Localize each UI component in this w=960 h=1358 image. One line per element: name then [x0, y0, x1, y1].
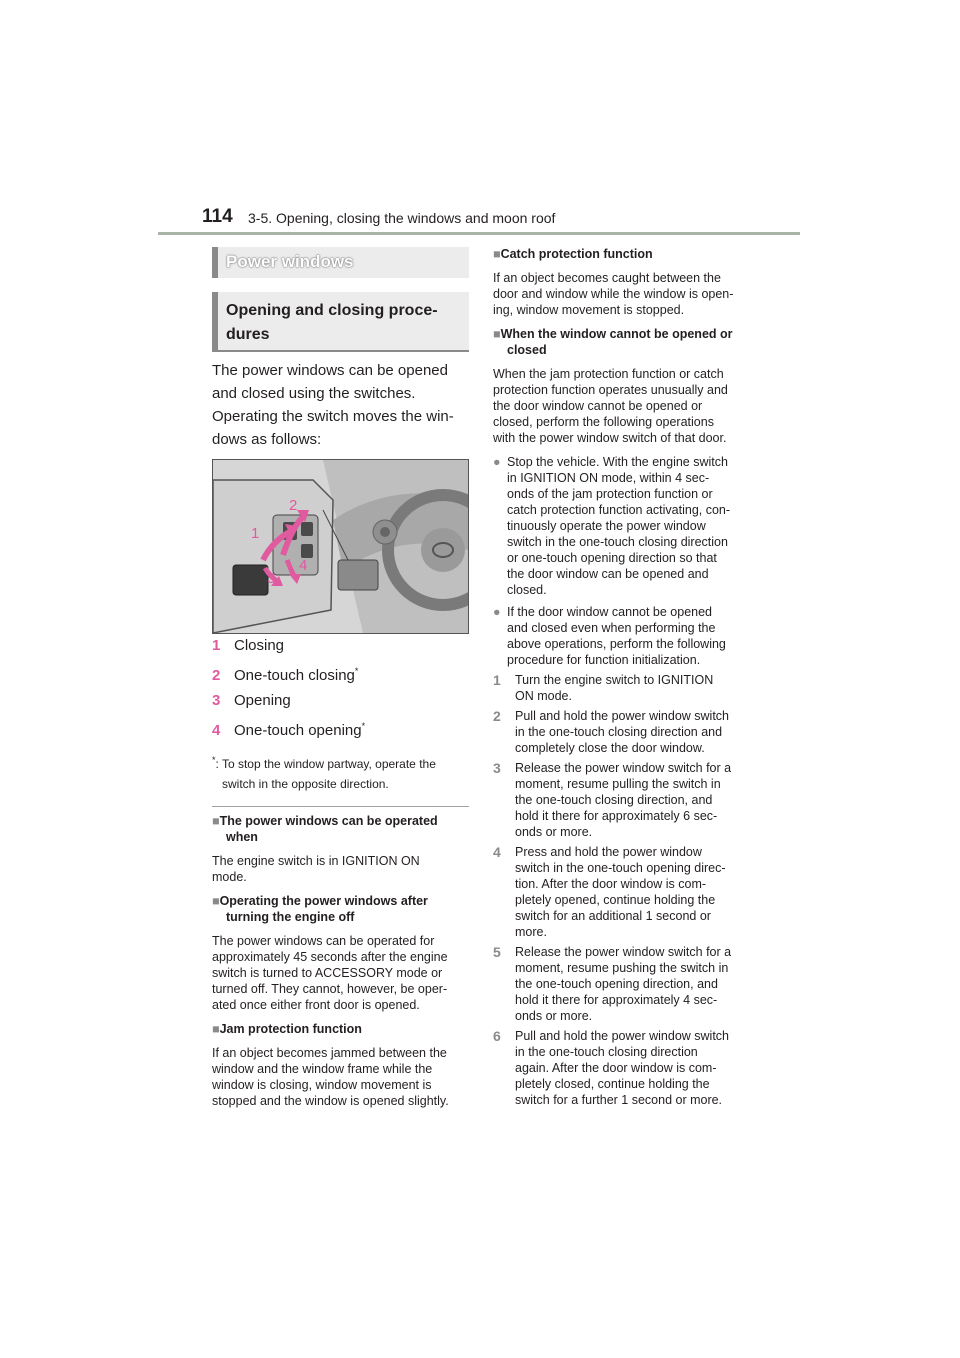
- step-line: switch for an additional 1 second or: [515, 909, 711, 923]
- footnote-line: switch in the opposite direction.: [222, 777, 389, 791]
- footnote: [212, 750, 470, 794]
- note-body: [212, 853, 474, 885]
- bullet-line: closed.: [507, 583, 547, 597]
- note-heading: ■The power windows can be operated when: [212, 813, 474, 845]
- note-body: [493, 270, 761, 318]
- step-line: in the one-touch closing direction: [515, 1045, 698, 1059]
- step-line: switch for a further 1 second or more.: [515, 1093, 723, 1107]
- step-number: 3: [493, 760, 501, 776]
- note-body-line: ated once either front door is opened.: [212, 998, 420, 1012]
- bullet-dot-icon: ●: [493, 605, 501, 619]
- subsection-accent: [212, 292, 218, 350]
- note-body-line: door and window while the window is open-: [493, 287, 734, 301]
- note-body-line: window is closing, window movement is: [212, 1078, 432, 1092]
- procedure-step: [493, 944, 761, 1024]
- callout-3: 3: [267, 570, 276, 587]
- note-heading: ■Jam protection function: [212, 1022, 362, 1036]
- step-line: Release the power window switch for a: [515, 761, 732, 775]
- section-accent: [212, 247, 218, 278]
- step-line: switch in the one-touch opening direc-: [515, 861, 726, 875]
- note-body: [212, 1045, 474, 1109]
- bullet-line: procedure for function initialization.: [507, 653, 701, 667]
- bullet-line: catch protection function activating, con-: [507, 503, 731, 517]
- step-number: 1: [493, 672, 501, 688]
- procedure-step: [493, 672, 761, 704]
- step-number: 6: [493, 1028, 501, 1044]
- step-line: Press and hold the power window: [515, 845, 702, 859]
- power-window-switch-illustration: [212, 459, 469, 634]
- bullet-line: Stop the vehicle. With the engine switch: [507, 455, 728, 469]
- switch-action-number: 3: [212, 692, 221, 709]
- section-title: Power windows: [226, 252, 354, 271]
- procedure-step: [493, 760, 761, 840]
- note-body-line: If an object becomes jammed between the: [212, 1046, 447, 1060]
- switch-action-item: [212, 666, 358, 684]
- bullet-line: above operations, perform the following: [507, 637, 726, 651]
- subsection-title-line-1: Opening and closing proce-: [226, 302, 438, 319]
- step-line: moment, resume pushing the switch in: [515, 961, 729, 975]
- notes-divider: [212, 806, 469, 807]
- subsection-title: [226, 299, 456, 347]
- step-line: Turn the engine switch to IGNITION: [515, 673, 714, 687]
- note-heading-line: The power windows can be operated: [219, 814, 438, 828]
- step-line: moment, resume pulling the switch in: [515, 777, 721, 791]
- switch-action-item: [212, 637, 284, 654]
- step-line: again. After the door window is com-: [515, 1061, 717, 1075]
- note-body-line: stopped and the window is opened slightly.: [212, 1094, 449, 1108]
- note-heading-line: Catch protection function: [500, 247, 653, 261]
- bullet-item: [493, 454, 761, 598]
- step-line: in the one-touch closing direction and: [515, 725, 723, 739]
- footnote-mark: *: [212, 755, 216, 765]
- switch-action-label: One-touch closing: [234, 667, 355, 684]
- step-line: hold it there for approximately 4 sec-: [515, 993, 718, 1007]
- note-body-line: protection function operates unusually and: [493, 383, 728, 397]
- bullet-line: in IGNITION ON mode, within 4 sec-: [507, 471, 710, 485]
- note-body-line: the door window cannot be opened or: [493, 399, 703, 413]
- footnote-line: : To stop the window partway, operate the: [215, 757, 436, 771]
- note-body-line: window and the window frame while the: [212, 1062, 433, 1076]
- procedure-step: [493, 1028, 761, 1108]
- intro-paragraph: [212, 359, 470, 451]
- step-number: 2: [493, 708, 501, 724]
- bullet-line: onds of the jam protection function or: [507, 487, 713, 501]
- note-body-line: turned off. They cannot, however, be oper-: [212, 982, 448, 996]
- note-body-line: switch is turned to ACCESSORY mode or: [212, 966, 443, 980]
- footnote-star: *: [361, 721, 366, 731]
- chapter-title: 3-5. Opening, closing the windows and moon roof: [248, 210, 556, 226]
- note-heading: ■Catch protection function: [493, 247, 653, 261]
- note-body-line: with the power window switch of that door.: [493, 431, 727, 445]
- step-line: completely close the door window.: [515, 741, 705, 755]
- bullet-line: and closed even when performing the: [507, 621, 716, 635]
- switch-action-label: One-touch opening: [234, 722, 362, 739]
- right-notes: [493, 246, 761, 1108]
- note-heading-line: closed: [507, 343, 547, 357]
- step-line: more.: [515, 925, 547, 939]
- note-heading: ■Operating the power windows after turning the engine off: [212, 893, 474, 925]
- note-heading-line: Jam protection function: [219, 1022, 362, 1036]
- procedure-step: [493, 844, 761, 940]
- bullet-item: [493, 604, 761, 668]
- bullet-line: tinuously operate the power window: [507, 519, 706, 533]
- note-body-line: The engine switch is in IGNITION ON: [212, 854, 420, 868]
- note-heading-line: When the window cannot be opened or: [500, 327, 733, 341]
- bullet-line: switch in the one-touch closing direction: [507, 535, 728, 549]
- note-body: [493, 366, 761, 446]
- bullet-line: or one-touch opening direction so that: [507, 551, 717, 565]
- subsection-title-line-2: dures: [226, 326, 270, 343]
- step-line: Pull and hold the power window switch: [515, 709, 730, 723]
- step-line: the one-touch opening direction, and: [515, 977, 718, 991]
- note-body-line: When the jam protection function or catch: [493, 367, 724, 381]
- header-divider: [158, 232, 800, 235]
- bullet-dot-icon: ●: [493, 455, 501, 469]
- step-line: pletely opened, continue holding the: [515, 893, 716, 907]
- note-heading-line: when: [226, 830, 258, 844]
- switch-action-number: 4: [212, 722, 221, 739]
- step-line: onds or more.: [515, 1009, 593, 1023]
- step-line: tion. After the door window is com-: [515, 877, 707, 891]
- step-line: the one-touch closing direction, and: [515, 793, 713, 807]
- step-number: 5: [493, 944, 501, 960]
- step-line: Release the power window switch for a: [515, 945, 732, 959]
- callout-4: 4: [299, 557, 308, 574]
- subsection-heading-bar: [212, 292, 469, 352]
- switch-action-label: Closing: [234, 637, 285, 654]
- switch-action-number: 2: [212, 667, 221, 684]
- procedure-step: [493, 708, 761, 756]
- note-body-line: closed, perform the following operations: [493, 415, 714, 429]
- note-body-line: mode.: [212, 870, 247, 884]
- callout-1: 1: [251, 525, 260, 542]
- note-body-line: The power windows can be operated for: [212, 934, 435, 948]
- intro-line: The power windows can be opened: [212, 362, 448, 379]
- footnote-star: *: [354, 666, 359, 676]
- note-body: [212, 933, 474, 1013]
- bullet-line: If the door window cannot be opened: [507, 605, 713, 619]
- step-line: hold it there for approximately 6 sec-: [515, 809, 718, 823]
- note-heading-line: turning the engine off: [226, 910, 355, 924]
- callout-2: 2: [289, 497, 298, 514]
- step-number: 4: [493, 844, 501, 860]
- bullet-line: the door window can be opened and: [507, 567, 709, 581]
- switch-action-number: 1: [212, 637, 221, 654]
- section-heading-bar: [212, 247, 469, 278]
- note-body-line: ing, window movement is stopped.: [493, 303, 685, 317]
- switch-action-item: [212, 721, 365, 739]
- illustration-svg: [213, 460, 468, 633]
- note-heading-line: Operating the power windows after: [219, 894, 428, 908]
- intro-line: Operating the switch moves the win-: [212, 408, 454, 425]
- note-body-line: approximately 45 seconds after the engine: [212, 950, 448, 964]
- intro-line: dows as follows:: [212, 431, 322, 448]
- step-line: Pull and hold the power window switch: [515, 1029, 730, 1043]
- step-line: onds or more.: [515, 825, 593, 839]
- intro-line: and closed using the switches.: [212, 385, 416, 402]
- step-line: ON mode.: [515, 689, 572, 703]
- note-heading: ■When the window cannot be opened or closed: [493, 326, 761, 358]
- note-body-line: If an object becomes caught between the: [493, 271, 721, 285]
- page-number: 114: [202, 206, 233, 227]
- switch-action-label: Opening: [234, 692, 291, 709]
- left-notes: [212, 813, 474, 1109]
- step-line: pletely closed, continue holding the: [515, 1077, 710, 1091]
- switch-action-item: [212, 692, 291, 709]
